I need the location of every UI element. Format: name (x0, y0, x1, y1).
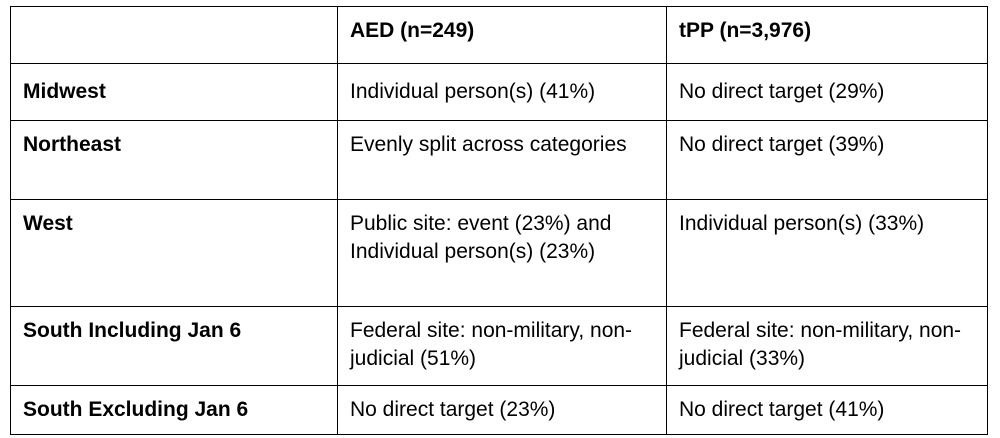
tpp-value-cell: Individual person(s) (33%) (667, 200, 988, 307)
tpp-value-cell: No direct target (39%) (667, 121, 988, 200)
table-row (11, 386, 988, 435)
row-region-cell: South Excluding Jan 6 (11, 386, 338, 435)
header-cell-tpp: tPP (n=3,976) (667, 7, 988, 64)
row-region-cell: Midwest (11, 64, 338, 121)
row-region-cell: West (11, 200, 338, 307)
tpp-value-cell: No direct target (29%) (667, 64, 988, 121)
header-cell-aed: AED (n=249) (338, 7, 667, 64)
aed-value-cell: No direct target (23%) (338, 386, 667, 435)
tpp-value-cell: Federal site: non-military, non-judicial (33%) (667, 307, 988, 386)
aed-value-cell: Federal site: non-military, non-judicial (51%) (338, 307, 667, 386)
table-row (11, 64, 988, 121)
table-row (11, 200, 988, 307)
header-cell-blank (11, 7, 338, 64)
aed-value-cell: Individual person(s) (41%) (338, 64, 667, 121)
aed-value-cell: Public site: event (23%) and Individual person(s) (23%) (338, 200, 667, 307)
row-region-cell: Northeast (11, 121, 338, 200)
aed-value-cell: Evenly split across categories (338, 121, 667, 200)
table-row (11, 307, 988, 386)
row-region-cell: South Including Jan 6 (11, 307, 338, 386)
table-header-row (11, 7, 988, 64)
table-row (11, 121, 988, 200)
region-target-table (10, 6, 988, 435)
tpp-value-cell: No direct target (41%) (667, 386, 988, 435)
